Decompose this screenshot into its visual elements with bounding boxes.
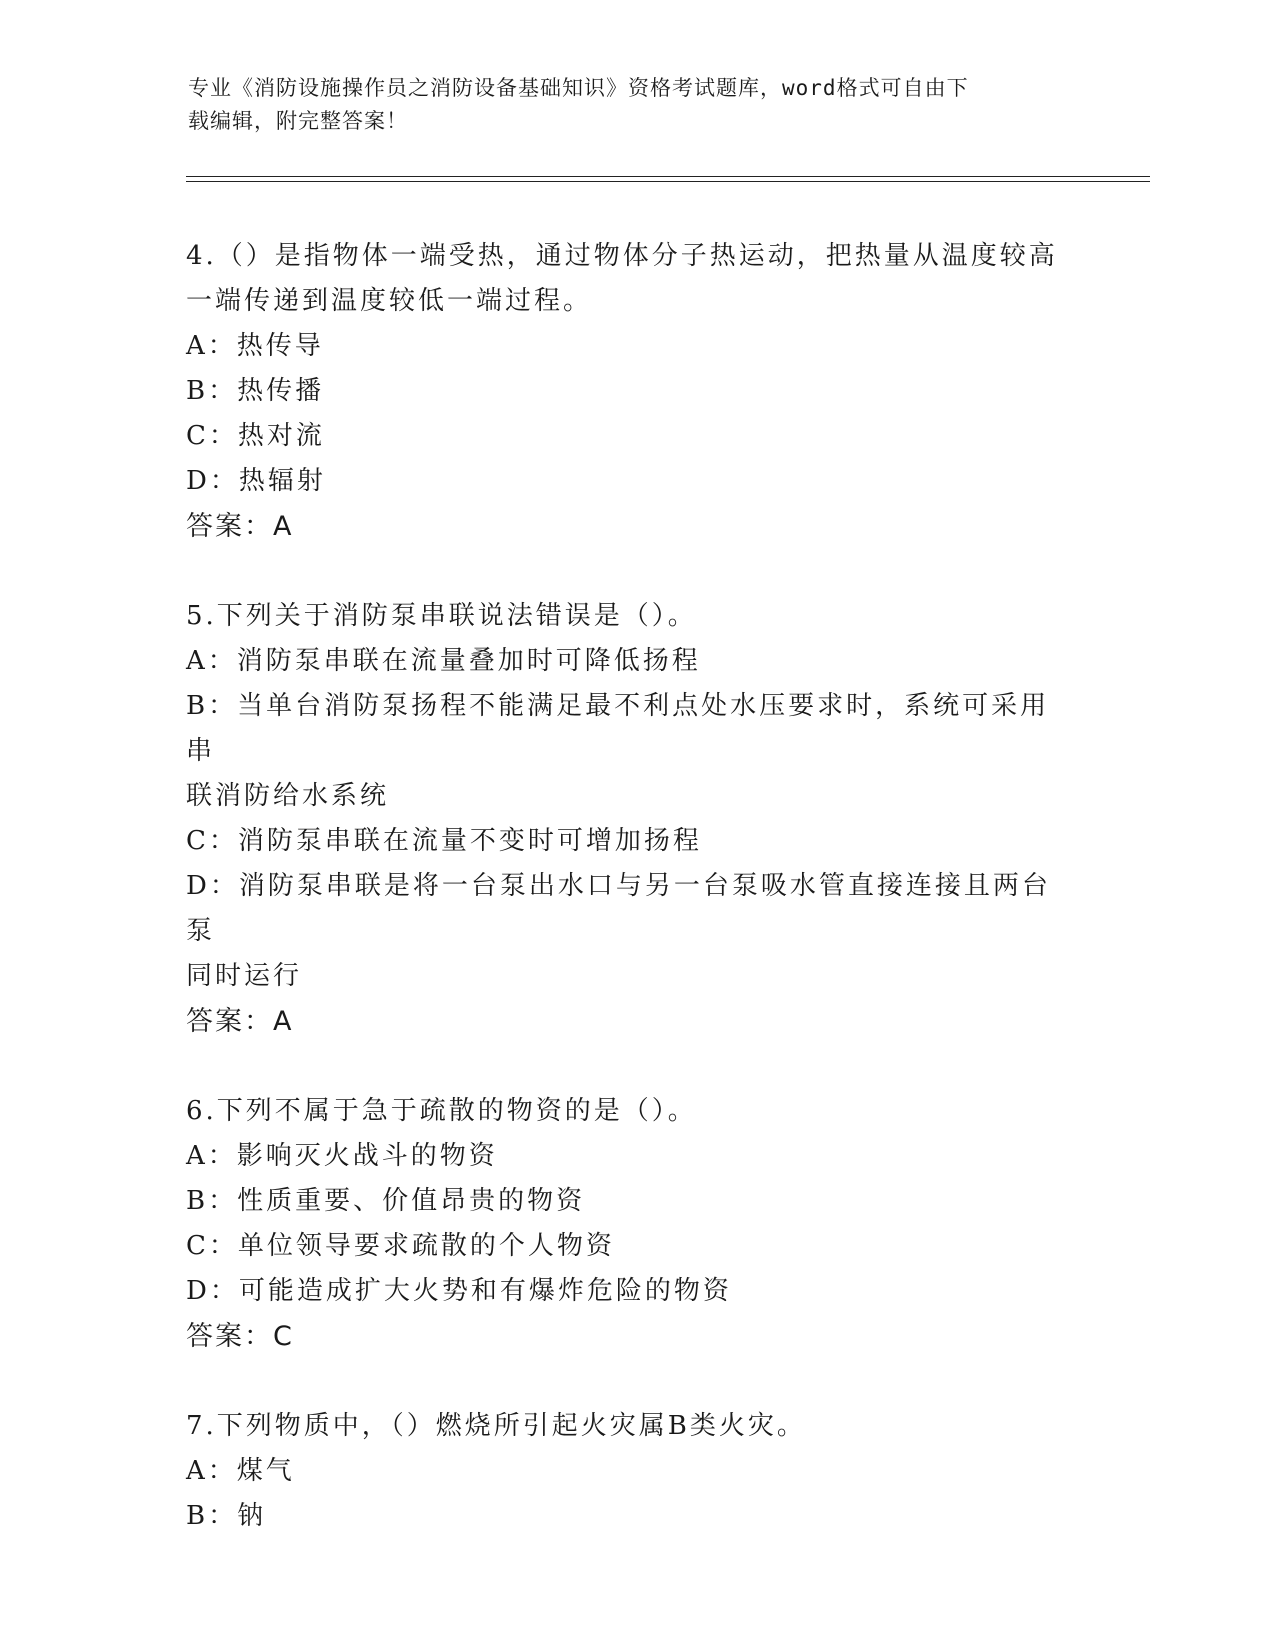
question-stem: 一端传递到温度较低一端过程。 [186, 286, 593, 316]
document-header [188, 72, 1068, 138]
question-stem: 5.下列关于消防泵串联说法错误是（）。 [186, 601, 697, 631]
answer-option: B：热传播 [186, 376, 325, 406]
question-spacer [186, 1044, 1076, 1089]
answer-option: D：热辐射 [186, 466, 326, 496]
question-item [186, 234, 1076, 549]
question-item [186, 594, 1076, 1044]
answer-option: A：消防泵串联在流量叠加时可降低扬程 [186, 646, 701, 676]
question-stem: 4.（）是指物体一端受热，通过物体分子热运动，把热量从温度较高 [186, 241, 1058, 271]
question-item [186, 1404, 1076, 1539]
answer-option: C：单位领导要求疏散的个人物资 [186, 1231, 615, 1261]
header-line-1: 专业《消防设施操作员之消防设备基础知识》资格考试题库，word格式可自由下 [188, 76, 969, 100]
answer-key: 答案：C [186, 1321, 294, 1352]
answer-option: 同时运行 [186, 961, 303, 991]
question-spacer [186, 1359, 1076, 1404]
question-stem: 6.下列不属于急于疏散的物资的是（）。 [186, 1096, 697, 1126]
answer-key: 答案：A [186, 511, 294, 542]
answer-option: C：热对流 [186, 421, 325, 451]
answer-option: A：热传导 [186, 331, 324, 361]
answer-option: B：钠 [186, 1501, 267, 1531]
answer-option: D：消防泵串联是将一台泵出水口与另一台泵吸水管直接连接且两台泵 [186, 871, 1051, 946]
question-stem: 7.下列物质中，（）燃烧所引起火灾属B类火灾。 [186, 1411, 806, 1441]
answer-option: A：煤气 [186, 1456, 295, 1486]
header-divider-bottom [186, 181, 1150, 182]
answer-option: C：消防泵串联在流量不变时可增加扬程 [186, 826, 702, 856]
answer-option: B：当单台消防泵扬程不能满足最不利点处水压要求时，系统可采用串 [186, 691, 1050, 766]
answer-option: D：可能造成扩大火势和有爆炸危险的物资 [186, 1276, 732, 1306]
answer-option: 联消防给水系统 [186, 781, 390, 811]
answer-option: B：性质重要、价值昂贵的物资 [186, 1186, 586, 1216]
header-line-2: 载编辑，附完整答案！ [188, 109, 408, 133]
question-list [186, 234, 1076, 1539]
header-divider-top [186, 176, 1150, 177]
answer-option: A：影响灭火战斗的物资 [186, 1141, 498, 1171]
question-item [186, 1089, 1076, 1359]
question-spacer [186, 549, 1076, 594]
answer-key: 答案：A [186, 1006, 294, 1037]
